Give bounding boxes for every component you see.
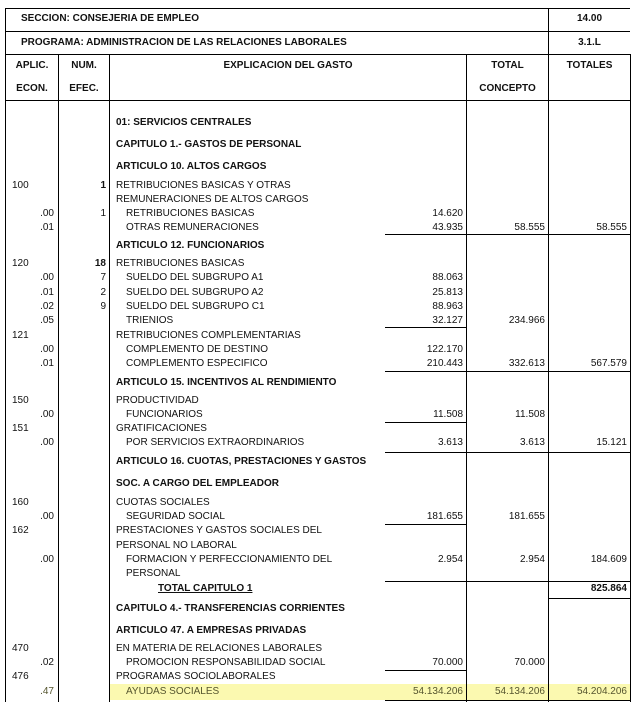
totales: 825.864 bbox=[590, 583, 627, 594]
amount: 25.813 bbox=[432, 287, 463, 298]
totales: 15.121 bbox=[596, 437, 627, 448]
col-num-2: EFEC. bbox=[69, 83, 99, 94]
expense-description: PRODUCTIVIDAD bbox=[116, 395, 199, 406]
totales: 184.609 bbox=[590, 554, 627, 565]
rule bbox=[385, 327, 467, 328]
expense-description: CAPITULO 1.- GASTOS DE PERSONAL bbox=[116, 139, 302, 150]
expense-description: TOTAL CAPITULO 1 bbox=[158, 583, 253, 594]
expense-description: PERSONAL bbox=[126, 568, 181, 579]
num-efectivos: 18 bbox=[94, 258, 106, 269]
amount: 70.000 bbox=[432, 657, 463, 668]
rule bbox=[548, 54, 549, 702]
amount: 210.443 bbox=[426, 358, 463, 369]
rule bbox=[385, 670, 467, 671]
amount: 2.954 bbox=[437, 554, 463, 565]
expense-description: SUELDO DEL SUBGRUPO A2 bbox=[126, 287, 264, 298]
expense-description: PRESTACIONES Y GASTOS SOCIALES DEL bbox=[116, 525, 322, 536]
aplic-code: 151 bbox=[12, 423, 29, 434]
expense-description: FORMACION Y PERFECCIONAMIENTO DEL bbox=[126, 554, 333, 565]
expense-description: RETRIBUCIONES BASICAS bbox=[126, 208, 255, 219]
col-total: TOTAL bbox=[491, 60, 524, 71]
total-concepto: 181.655 bbox=[508, 511, 545, 522]
expense-description: SOC. A CARGO DEL EMPLEADOR bbox=[116, 478, 279, 489]
col-totales: TOTALES bbox=[566, 60, 613, 71]
total-concepto: 70.000 bbox=[514, 657, 545, 668]
expense-description: RETRIBUCIONES COMPLEMENTARIAS bbox=[116, 330, 301, 341]
rule bbox=[5, 100, 631, 101]
expense-description: OTRAS REMUNERACIONES bbox=[126, 222, 259, 233]
num-efectivos: 1 bbox=[100, 208, 106, 219]
expense-description: CAPITULO 4.- TRANSFERENCIAS CORRIENTES bbox=[116, 603, 345, 614]
expense-description: CUOTAS SOCIALES bbox=[116, 497, 210, 508]
col-num: NUM. bbox=[71, 60, 97, 71]
aplic-subcode: .00 bbox=[40, 511, 54, 522]
expense-description: ARTICULO 15. INCENTIVOS AL RENDIMIENTO bbox=[116, 377, 337, 388]
rule bbox=[385, 371, 631, 372]
total-concepto: 2.954 bbox=[519, 554, 545, 565]
total-concepto: 11.508 bbox=[515, 409, 545, 420]
aplic-subcode: .00 bbox=[40, 554, 54, 565]
section-label: SECCION: CONSEJERIA DE EMPLEO bbox=[21, 13, 199, 24]
aplic-subcode: .01 bbox=[40, 358, 54, 369]
total-concepto: 3.613 bbox=[519, 437, 545, 448]
rule bbox=[58, 54, 59, 702]
expense-description: 01: SERVICIOS CENTRALES bbox=[116, 117, 252, 128]
aplic-subcode: .00 bbox=[40, 208, 54, 219]
rule bbox=[385, 452, 631, 453]
rule bbox=[385, 422, 467, 423]
aplic-subcode: .00 bbox=[40, 409, 54, 420]
col-aplic: APLIC. bbox=[15, 60, 49, 71]
program-label: PROGRAMA: ADMINISTRACION DE LAS RELACIONES LABORALES bbox=[21, 37, 347, 48]
amount: 14.620 bbox=[432, 208, 463, 219]
total-concepto: 332.613 bbox=[508, 358, 545, 369]
program-code: 3.1.L bbox=[578, 37, 601, 48]
rule bbox=[385, 700, 631, 701]
expense-description: PERSONAL NO LABORAL bbox=[116, 540, 237, 551]
col-total-2: CONCEPTO bbox=[479, 83, 536, 94]
totales: 54.204.206 bbox=[576, 686, 627, 697]
rule bbox=[5, 8, 6, 702]
aplic-subcode: .00 bbox=[40, 437, 54, 448]
amount: 122.170 bbox=[426, 344, 463, 355]
aplic-subcode: .05 bbox=[40, 315, 54, 326]
expense-description: SEGURIDAD SOCIAL bbox=[126, 511, 225, 522]
expense-description: COMPLEMENTO ESPECIFICO bbox=[126, 358, 268, 369]
expense-description: ARTICULO 12. FUNCIONARIOS bbox=[116, 240, 265, 251]
aplic-code: 162 bbox=[12, 525, 29, 536]
aplic-subcode: .01 bbox=[40, 222, 54, 233]
col-aplic-2: ECON. bbox=[16, 83, 48, 94]
total-concepto: 54.134.206 bbox=[494, 686, 545, 697]
expense-description: RETRIBUCIONES BASICAS Y OTRAS bbox=[116, 180, 291, 191]
rule bbox=[385, 234, 631, 235]
rule bbox=[109, 54, 110, 702]
rule bbox=[385, 524, 467, 525]
aplic-subcode: .00 bbox=[40, 344, 54, 355]
expense-description: RETRIBUCIONES BASICAS bbox=[116, 258, 245, 269]
expense-description: ARTICULO 16. CUOTAS, PRESTACIONES Y GASTOS bbox=[116, 456, 367, 467]
aplic-code: 160 bbox=[12, 497, 29, 508]
aplic-code: 100 bbox=[12, 180, 29, 191]
aplic-code: 476 bbox=[12, 671, 29, 682]
amount: 88.063 bbox=[432, 272, 463, 283]
aplic-subcode: .01 bbox=[40, 287, 54, 298]
expense-description: FUNCIONARIOS bbox=[126, 409, 203, 420]
total-concepto: 234.966 bbox=[508, 315, 545, 326]
expense-description: ARTICULO 10. ALTOS CARGOS bbox=[116, 161, 267, 172]
expense-description: SUELDO DEL SUBGRUPO A1 bbox=[126, 272, 264, 283]
amount: 32.127 bbox=[432, 315, 463, 326]
expense-description: AYUDAS SOCIALES bbox=[126, 686, 220, 697]
num-efectivos: 7 bbox=[100, 272, 106, 283]
total-concepto: 58.555 bbox=[514, 222, 545, 233]
rule bbox=[466, 54, 467, 702]
expense-description: PROMOCION RESPONSABILIDAD SOCIAL bbox=[126, 657, 326, 668]
aplic-code: 120 bbox=[12, 258, 29, 269]
expense-description: TRIENIOS bbox=[126, 315, 174, 326]
num-efectivos: 9 bbox=[100, 301, 106, 312]
expense-description: SUELDO DEL SUBGRUPO C1 bbox=[126, 301, 265, 312]
expense-description: REMUNERACIONES DE ALTOS CARGOS bbox=[116, 194, 309, 205]
expense-description: COMPLEMENTO DE DESTINO bbox=[126, 344, 269, 355]
amount: 3.613 bbox=[437, 437, 463, 448]
amount: 88.963 bbox=[432, 301, 463, 312]
aplic-subcode: .47 bbox=[40, 686, 54, 697]
amount: 54.134.206 bbox=[412, 686, 463, 697]
col-explicacion: EXPLICACION DEL GASTO bbox=[223, 60, 353, 71]
num-efectivos: 1 bbox=[100, 180, 106, 191]
aplic-subcode: .02 bbox=[40, 301, 54, 312]
totales: 567.579 bbox=[590, 358, 627, 369]
expense-description: ARTICULO 47. A EMPRESAS PRIVADAS bbox=[116, 625, 307, 636]
amount: 43.935 bbox=[432, 222, 463, 233]
aplic-code: 121 bbox=[12, 330, 29, 341]
expense-description: EN MATERIA DE RELACIONES LABORALES bbox=[116, 643, 322, 654]
totales: 58.555 bbox=[596, 222, 627, 233]
aplic-code: 470 bbox=[12, 643, 29, 654]
aplic-subcode: .02 bbox=[40, 657, 54, 668]
expense-description: GRATIFICACIONES bbox=[116, 423, 207, 434]
section-code: 14.00 bbox=[576, 13, 603, 24]
expense-description: PROGRAMAS SOCIOLABORALES bbox=[116, 671, 276, 682]
rule bbox=[5, 54, 631, 55]
rule bbox=[5, 8, 630, 9]
aplic-code: 150 bbox=[12, 395, 29, 406]
rule bbox=[5, 31, 630, 32]
num-efectivos: 2 bbox=[100, 287, 106, 298]
amount: 181.655 bbox=[426, 511, 463, 522]
amount: 11.508 bbox=[433, 409, 463, 420]
rule bbox=[630, 54, 631, 702]
aplic-subcode: .00 bbox=[40, 272, 54, 283]
rule bbox=[385, 581, 631, 582]
expense-description: POR SERVICIOS EXTRAORDINARIOS bbox=[126, 437, 305, 448]
rule bbox=[548, 598, 631, 599]
